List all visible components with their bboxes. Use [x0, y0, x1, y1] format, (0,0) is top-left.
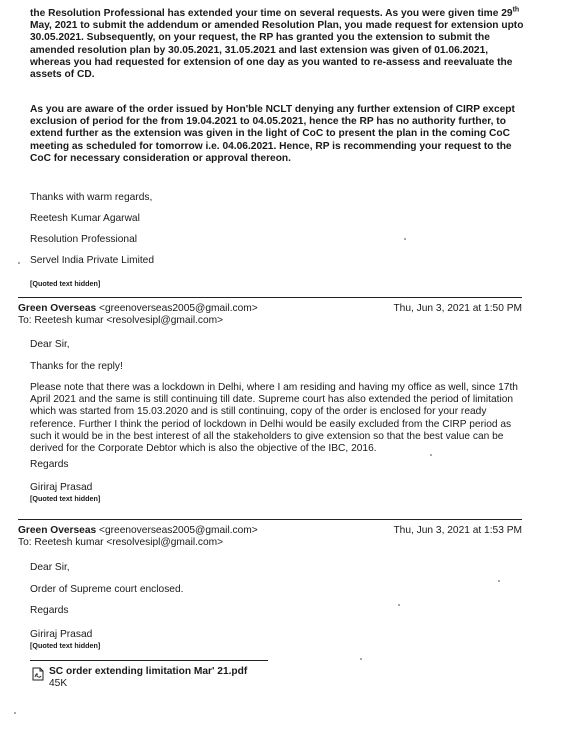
sender-name: Green Overseas — [18, 525, 97, 536]
regards-line: Regards — [30, 605, 69, 616]
quoted-text-toggle[interactable]: [Quoted text hidden] — [30, 279, 101, 288]
scan-speck — [498, 580, 500, 582]
scan-speck — [18, 262, 20, 264]
attachment-size: 45K — [49, 678, 68, 689]
message-body: Please note that there was a lockdown in Delhi, where I am residing and having my office as well, since 17th April 2021 and the same is still continuing till date. Supreme court has also extended the period of limitation which was started from 15.03.2020 and is still continuing, copy of the order is enclosed for your ready reference. Further I think the period of lockdown in Delhi would be easily excluded from the CIRP period as such it would be in the best interest of all the stakeholders to give extension so that the best value can be derived for the Corporate Debtor which is also the objective of the IBC, 2016. — [30, 382, 518, 455]
attachment-divider — [30, 660, 268, 661]
previous-email-paragraph-2: As you are aware of the order issued by Hon'ble NCLT denying any further extension of CIRP except exclusion of period for the from 19.04.2021 to 04.05.2021, hence the RP has no authority further, to extend further as the extension was given in the light of CoC to present the plan in the coming CoC meeting as scheduled for tomorrow i.e. 04.06.2021. Hence, RP is recommending your request to the CoC for necessary consideration or approval thereon. — [30, 104, 515, 164]
signature-title: Resolution Professional — [30, 234, 138, 245]
greeting: Dear Sir, — [30, 339, 70, 350]
message-date: Thu, Jun 3, 2021 at 1:50 PM — [393, 303, 522, 314]
quoted-text-toggle[interactable]: [Quoted text hidden] — [30, 494, 101, 503]
attachment-name[interactable]: SC order extending limitation Mar' 21.pdf — [49, 666, 248, 677]
greeting: Dear Sir, — [30, 562, 70, 573]
thanks-line: Thanks for the reply! — [30, 361, 123, 372]
scan-speck — [398, 604, 400, 606]
signature-company: Servel India Private Limited — [30, 255, 155, 266]
sender-signature: Giriraj Prasad — [30, 482, 93, 493]
regards-line: Regards — [30, 459, 69, 470]
signature-name: Reetesh Kumar Agarwal — [30, 213, 140, 224]
message-divider — [18, 297, 522, 298]
message-body: Order of Supreme court enclosed. — [30, 584, 184, 595]
message-divider — [18, 519, 522, 520]
pdf-file-icon[interactable] — [32, 667, 44, 681]
sender-email: <greenoverseas2005@gmail.com> — [99, 303, 258, 314]
sender-signature: Giriraj Prasad — [30, 629, 93, 640]
sender-line — [18, 525, 258, 536]
message-date: Thu, Jun 3, 2021 at 1:53 PM — [393, 525, 522, 536]
recipient-line: To: Reetesh kumar <resolvesipl@gmail.com> — [18, 315, 224, 326]
previous-email-paragraph-1: the Resolution Professional has extended your time on several requests. As you were given time 29th May, 2021 to submit the addendum or amended Resolution Plan, you made request for extension upto 30.05.2021. Subsequently, on your request, the RP has granted you the extension to submit the amended resolution plan by 30.05.2021, 31.05.2021 and last extension was given of 01.06.2021, whereas you had requested for extension of one day as you wanted to re-assess and reevaluate the assets of CD. — [30, 6, 524, 81]
sender-name: Green Overseas — [18, 303, 97, 314]
quoted-text-toggle[interactable]: [Quoted text hidden] — [30, 641, 101, 650]
sender-line — [18, 303, 258, 314]
scan-speck — [404, 238, 406, 240]
sender-email: <greenoverseas2005@gmail.com> — [99, 525, 258, 536]
scan-speck — [360, 658, 362, 660]
scan-speck — [430, 454, 432, 456]
scan-speck — [14, 712, 16, 714]
closing-line: Thanks with warm regards, — [30, 192, 153, 203]
recipient-line: To: Reetesh kumar <resolvesipl@gmail.com> — [18, 537, 224, 548]
